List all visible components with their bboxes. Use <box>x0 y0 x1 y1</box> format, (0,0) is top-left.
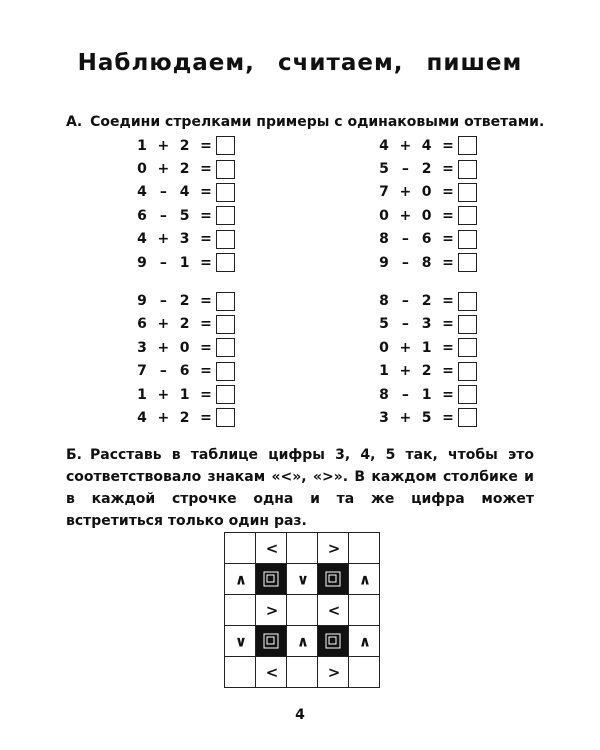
example-expression <box>378 138 454 154</box>
example-expression <box>136 363 212 379</box>
operator: – <box>159 184 167 201</box>
operand: 9 <box>137 254 147 271</box>
operator: – <box>401 316 409 333</box>
operand: 3 <box>137 339 147 356</box>
equals-sign: = <box>200 231 212 248</box>
equals-sign: = <box>442 409 454 426</box>
example-expression <box>136 387 212 403</box>
answer-box[interactable] <box>216 183 235 202</box>
example-expression <box>378 231 454 247</box>
example-expression <box>378 410 454 426</box>
operator: – <box>159 363 167 380</box>
blocked-cell <box>256 626 287 657</box>
operand: 3 <box>379 409 389 426</box>
operand: 2 <box>179 293 190 310</box>
example-expression <box>378 208 454 224</box>
square-pattern-icon <box>326 634 341 649</box>
blocked-cell <box>318 626 349 657</box>
operand: 4 <box>137 409 147 426</box>
operand: 5 <box>421 409 432 426</box>
operand: 2 <box>179 409 190 426</box>
equals-sign: = <box>442 161 454 178</box>
example-row <box>378 360 477 383</box>
answer-box[interactable] <box>216 362 235 381</box>
operand: 1 <box>137 386 147 403</box>
example-row <box>136 383 235 406</box>
example-row <box>136 360 235 383</box>
example-expression <box>378 184 454 200</box>
greater-sign: > <box>327 539 341 558</box>
puzzle-grid <box>224 532 380 688</box>
equals-sign: = <box>200 254 212 271</box>
operator: + <box>399 184 412 201</box>
operator: – <box>401 161 409 178</box>
operand: 7 <box>379 184 389 201</box>
example-row <box>136 204 235 227</box>
example-row <box>378 181 477 204</box>
operand: 8 <box>379 293 389 310</box>
less-sign: < <box>265 539 279 558</box>
up-sign: ∧ <box>358 632 372 651</box>
answer-box[interactable] <box>458 338 477 357</box>
example-row <box>136 181 235 204</box>
operand: 7 <box>137 363 147 380</box>
equals-sign: = <box>200 339 212 356</box>
blocked-cell <box>256 564 287 595</box>
answer-box[interactable] <box>458 385 477 404</box>
operator: + <box>157 386 170 403</box>
operator: + <box>399 409 412 426</box>
answer-box[interactable] <box>458 292 477 311</box>
operand: 3 <box>421 316 432 333</box>
task-text: Расставь в таблице цифры 3, 4, 5 так, чтобы это соответствовало знакам «<», «>». В каждом столбике и в каждой строчке одна и та же цифра может встретиться только один раз. <box>66 447 534 529</box>
example-row <box>136 336 235 359</box>
operator: + <box>399 339 412 356</box>
example-row <box>378 336 477 359</box>
answer-box[interactable] <box>458 160 477 179</box>
grid-cell[interactable] <box>349 595 380 626</box>
operand: 4 <box>137 184 147 201</box>
equals-sign: = <box>442 316 454 333</box>
operator: + <box>157 231 170 248</box>
operand: 8 <box>421 254 432 271</box>
operand: 2 <box>421 293 432 310</box>
up-sign: ∧ <box>358 570 372 589</box>
operator: + <box>399 207 412 224</box>
example-row <box>378 383 477 406</box>
answer-box[interactable] <box>216 206 235 225</box>
equals-sign: = <box>442 207 454 224</box>
example-row <box>136 406 235 429</box>
grid-cell[interactable] <box>349 533 380 564</box>
operand: 6 <box>179 363 190 380</box>
example-row <box>378 313 477 336</box>
square-pattern-icon <box>264 634 279 649</box>
operand: 3 <box>179 231 190 248</box>
operator: – <box>401 293 409 310</box>
answer-box[interactable] <box>458 253 477 272</box>
operand: 0 <box>421 207 432 224</box>
grid-cell[interactable] <box>349 657 380 688</box>
greater-sign: > <box>327 663 341 682</box>
example-row <box>378 251 477 274</box>
operand: 5 <box>179 207 190 224</box>
equals-sign: = <box>442 339 454 356</box>
operand: 2 <box>179 137 190 154</box>
operand: 0 <box>379 339 389 356</box>
up-sign: ∧ <box>296 632 310 651</box>
example-row <box>136 313 235 336</box>
task-b-paragraph <box>66 444 534 532</box>
equals-sign: = <box>442 231 454 248</box>
operand: 6 <box>137 207 147 224</box>
answer-box[interactable] <box>216 160 235 179</box>
example-row <box>378 228 477 251</box>
equals-sign: = <box>442 254 454 271</box>
operator: – <box>401 231 409 248</box>
up-sign: ∧ <box>234 570 248 589</box>
example-row <box>136 251 235 274</box>
operator: – <box>401 386 409 403</box>
title-word: Наблюдаем, <box>77 50 255 76</box>
operand: 2 <box>179 316 190 333</box>
less-sign: < <box>327 601 341 620</box>
operator: – <box>159 254 167 271</box>
example-row <box>136 228 235 251</box>
example-expression <box>136 410 212 426</box>
operator: + <box>157 161 170 178</box>
example-expression <box>378 316 454 332</box>
square-pattern-icon <box>264 572 279 587</box>
operand: 5 <box>379 316 389 333</box>
operand: 4 <box>421 137 432 154</box>
equals-sign: = <box>442 386 454 403</box>
grid-cell[interactable] <box>287 533 318 564</box>
example-expression <box>136 161 212 177</box>
operand: 2 <box>421 363 432 380</box>
down-sign: ∨ <box>234 632 248 651</box>
task-letter: А. <box>66 114 83 130</box>
example-expression <box>378 161 454 177</box>
equals-sign: = <box>200 137 212 154</box>
example-expression <box>378 363 454 379</box>
operator: + <box>157 339 170 356</box>
answer-box[interactable] <box>216 408 235 427</box>
equals-sign: = <box>200 386 212 403</box>
answer-box[interactable] <box>458 362 477 381</box>
operator: – <box>401 254 409 271</box>
operand: 4 <box>137 231 147 248</box>
less-sign: < <box>265 663 279 682</box>
title-word: считаем, <box>277 50 404 76</box>
example-expression <box>378 387 454 403</box>
grid-cell[interactable] <box>225 657 256 688</box>
answer-box[interactable] <box>458 408 477 427</box>
operator: + <box>399 137 412 154</box>
right-examples-column <box>378 134 477 430</box>
example-expression <box>136 340 212 356</box>
left-examples-column <box>136 134 235 430</box>
example-row <box>378 157 477 180</box>
example-expression <box>378 293 454 309</box>
operator: + <box>157 409 170 426</box>
example-row <box>378 406 477 429</box>
operand: 1 <box>137 137 147 154</box>
grid-cell[interactable] <box>287 595 318 626</box>
equals-sign: = <box>442 184 454 201</box>
example-row <box>136 157 235 180</box>
operand: 5 <box>379 161 389 178</box>
answer-box[interactable] <box>458 183 477 202</box>
blocked-cell <box>318 564 349 595</box>
equals-sign: = <box>200 363 212 380</box>
example-expression <box>378 340 454 356</box>
example-row <box>378 204 477 227</box>
square-pattern-icon <box>326 572 341 587</box>
answer-box[interactable] <box>216 315 235 334</box>
operator: + <box>399 363 412 380</box>
operator: – <box>159 207 167 224</box>
answer-box[interactable] <box>458 315 477 334</box>
example-row <box>378 134 477 157</box>
equals-sign: = <box>200 316 212 333</box>
operand: 1 <box>421 339 432 356</box>
example-expression <box>136 231 212 247</box>
equals-sign: = <box>200 184 212 201</box>
answer-box[interactable] <box>216 230 235 249</box>
equals-sign: = <box>442 137 454 154</box>
answer-box[interactable] <box>458 136 477 155</box>
grid-cell[interactable] <box>225 533 256 564</box>
equals-sign: = <box>200 207 212 224</box>
example-expression <box>136 293 212 309</box>
operand: 6 <box>137 316 147 333</box>
example-expression <box>136 208 212 224</box>
equals-sign: = <box>442 363 454 380</box>
equals-sign: = <box>200 409 212 426</box>
operand: 2 <box>179 161 190 178</box>
task-text: Соедини стрелками примеры с одинаковыми ответами. <box>90 114 545 130</box>
operand: 2 <box>421 161 432 178</box>
equals-sign: = <box>200 293 212 310</box>
operator: + <box>157 137 170 154</box>
operand: 1 <box>179 254 190 271</box>
answer-box[interactable] <box>216 253 235 272</box>
answer-box[interactable] <box>216 292 235 311</box>
operator: – <box>159 293 167 310</box>
grid-cell[interactable] <box>225 595 256 626</box>
task-letter: Б. <box>66 447 82 463</box>
example-expression <box>136 255 212 271</box>
example-expression <box>136 316 212 332</box>
page-title <box>0 50 600 76</box>
operand: 1 <box>179 386 190 403</box>
equals-sign: = <box>442 293 454 310</box>
operand: 0 <box>421 184 432 201</box>
answer-box[interactable] <box>216 136 235 155</box>
operand: 4 <box>179 184 190 201</box>
answer-box[interactable] <box>458 230 477 249</box>
example-expression <box>136 138 212 154</box>
operand: 9 <box>379 254 389 271</box>
operand: 0 <box>379 207 389 224</box>
operand: 1 <box>421 386 432 403</box>
operand: 0 <box>137 161 147 178</box>
title-word: пишем <box>426 50 523 76</box>
task-a-heading <box>66 114 544 130</box>
example-row <box>136 134 235 157</box>
operand: 4 <box>379 137 389 154</box>
answer-box[interactable] <box>216 338 235 357</box>
example-expression <box>136 184 212 200</box>
operand: 0 <box>179 339 190 356</box>
page-number: 4 <box>295 707 305 723</box>
answer-box[interactable] <box>216 385 235 404</box>
operand: 8 <box>379 231 389 248</box>
operand: 9 <box>137 293 147 310</box>
example-expression <box>378 255 454 271</box>
down-sign: ∨ <box>296 570 310 589</box>
operand: 6 <box>421 231 432 248</box>
operand: 8 <box>379 386 389 403</box>
operand: 1 <box>379 363 389 380</box>
example-row <box>378 289 477 312</box>
equals-sign: = <box>200 161 212 178</box>
example-row <box>136 289 235 312</box>
greater-sign: > <box>265 601 279 620</box>
grid-cell[interactable] <box>287 657 318 688</box>
operator: + <box>157 316 170 333</box>
answer-box[interactable] <box>458 206 477 225</box>
